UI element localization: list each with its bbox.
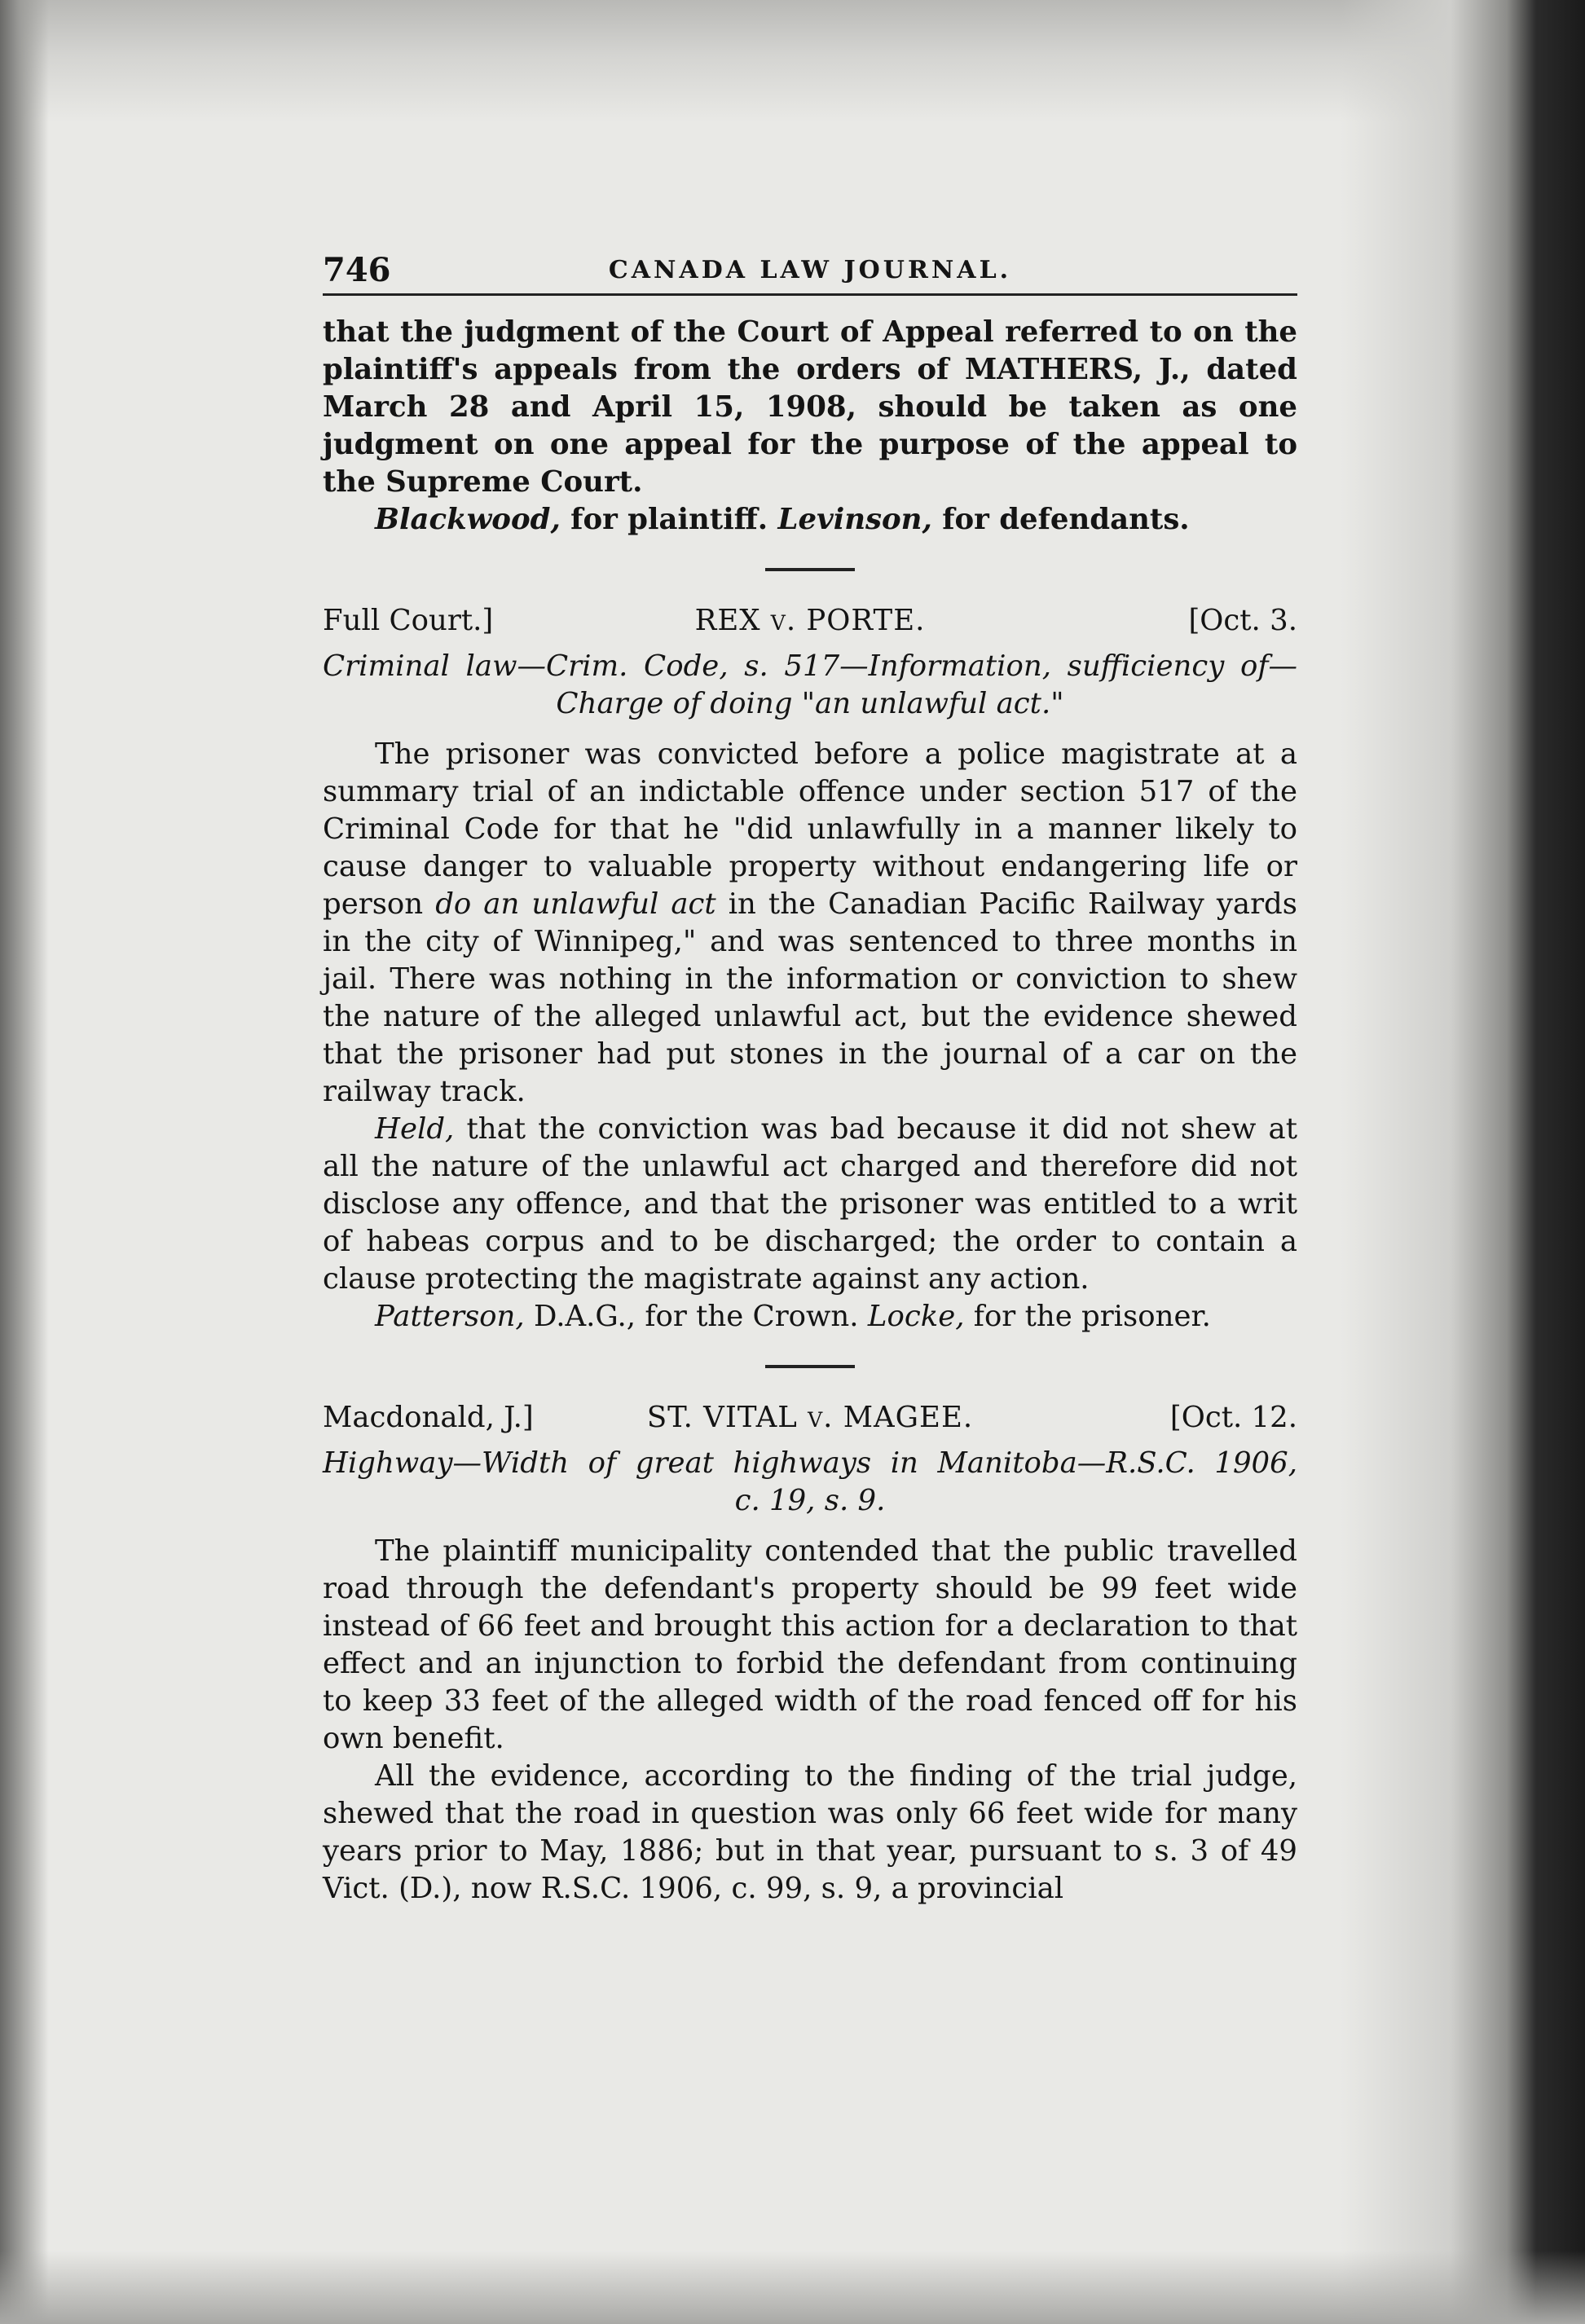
counsel-defendant-name: Levinson, xyxy=(777,503,932,536)
held-text: that the conviction was bad because it did not shew at all the nature of the unlawful act charged and therefore did not disclose any offence, and that the prisoner was entitled to a writ of habeas corpus and to be discharged; the order to contain a clause protecting the magistrate against any action. xyxy=(323,1112,1297,1296)
facts-text-a: The prisoner was convicted before a police magistrate at a summary trial of an indictable offence under section 517 of the Criminal Code for that he "did unlawfully in a manner likely to cause danger to valuable property without endangering life or person xyxy=(323,737,1297,921)
journal-title: CANADA LAW JOURNAL. xyxy=(608,256,1012,284)
counsel-defendant-role: for defendants. xyxy=(931,503,1190,536)
counsel-prisoner-name: Locke, xyxy=(867,1300,965,1333)
held-word: Held, xyxy=(375,1112,455,1146)
case-court: Macdonald, J.] xyxy=(323,1401,534,1434)
running-head xyxy=(323,244,1297,296)
case-heading xyxy=(323,1401,1297,1441)
headnote-line-1: Criminal law—Crim. Code, s. 517—Information, sufficiency of— xyxy=(323,649,1297,683)
case-body xyxy=(323,736,1297,1336)
case-headnote xyxy=(323,1445,1297,1520)
case-date: [Oct. 12. xyxy=(1169,1401,1297,1434)
facts-italic: do an unlawful act xyxy=(435,887,716,921)
case-holding xyxy=(323,1111,1297,1298)
facts-text-b: in the Canadian Pacific Railway yards in the city of Winnipeg," and was sentenced to three months in jail. There was nothing in the information or conviction to shew the nature of the alleged unlawful act, but the evidence shewed that the prisoner had put stones in the journal of a car on the railway track. xyxy=(323,887,1298,1108)
section-divider xyxy=(765,1365,855,1368)
case-body xyxy=(323,1533,1297,1908)
counsel-plaintiff-name: Blackwood, xyxy=(375,503,561,536)
scan-edge-right xyxy=(1341,0,1585,2324)
opening-paragraph: that the judgment of the Court of Appeal referred to on the plaintiff's appeals from the orders of MATHERS, J., dated March 28 and April 15, 1908, should be taken as one judgment on one appeal for the purpose of the appeal to the Supreme Court. xyxy=(323,315,1297,499)
counsel-prisoner-role: for the prisoner. xyxy=(964,1300,1211,1333)
case-court: Full Court.] xyxy=(323,604,494,637)
case-counsel xyxy=(323,1298,1297,1336)
scan-edge-bottom xyxy=(0,2251,1585,2324)
case-date: [Oct. 3. xyxy=(1188,604,1297,637)
journal-page xyxy=(323,244,1297,1908)
scan-edge-left xyxy=(0,0,49,2324)
opening-section xyxy=(323,314,1297,539)
case-name: ST. VITAL v. MAGEE. xyxy=(646,1401,974,1434)
opening-counsel xyxy=(323,501,1297,539)
counsel-crown-name: Patterson, xyxy=(375,1300,525,1333)
case-rex-v-porte xyxy=(323,604,1297,1336)
case-heading xyxy=(323,604,1297,645)
case-paragraph-1: The plaintiff municipality contended that the public travelled road through the defendant's property should be 99 feet wide instead of 66 feet and brought this action for a declaration to that effect and an injunction to forbid the defendant from continuing to keep 33 feet of the alleged width of the road fenced off for his own benefit. xyxy=(323,1534,1297,1755)
headnote-line-2: Charge of doing "an unlawful act." xyxy=(556,687,1064,720)
case-facts xyxy=(323,736,1297,1111)
counsel-crown-role: D.A.G., for the Crown. xyxy=(524,1300,868,1333)
headnote-line-1: Highway—Width of great highways in Manitoba—R.S.C. 1906, xyxy=(323,1446,1297,1480)
case-paragraph-2: All the evidence, according to the finding of the trial judge, shewed that the road in question was only 66 feet wide for many years prior to May, 1886; but in that year, pursuant to s. 3 of 49 Vict. (D.), now R.S.C. 1906, c. 99, s. 9, a provincial xyxy=(323,1759,1297,1905)
case-headnote xyxy=(323,648,1297,723)
case-st-vital-v-magee xyxy=(323,1401,1297,1908)
counsel-plaintiff-role: for plaintiff. xyxy=(560,503,778,536)
case-name: REX v. PORTE. xyxy=(694,604,926,637)
section-divider xyxy=(765,568,855,571)
headnote-line-2: c. 19, s. 9. xyxy=(734,1484,886,1517)
page-number: 746 xyxy=(323,251,391,289)
